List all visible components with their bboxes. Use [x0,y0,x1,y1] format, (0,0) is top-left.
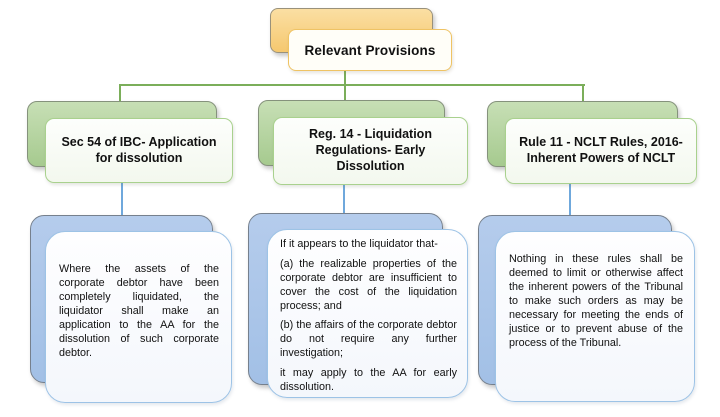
header-node-reg14 [273,117,468,185]
body-paragraph: Nothing in these rules shall be deemed to limit or otherwise affect the inherent powers of the Tribunal to make such orders as may be necessary for meeting the ends of justice or to prevent abuse of the process of the Tribunal. [509,253,683,350]
body-paragraph: Where the assets of the corporate debtor have been completely liquidated, the liquidator shall make an application to the AA for the dissolution of such corporate debtor. [59,263,219,360]
root-node-label: Relevant Provisions [304,42,436,58]
body-node-rule11 [495,231,695,402]
connector-branch-horizontal [119,84,585,86]
body-node-reg14 [267,229,468,398]
body-text-rule11 [496,232,694,350]
header-label-sec54: Sec 54 of IBC- Application for dissolution [61,134,217,165]
connector-header-body-left [121,180,123,216]
root-node [288,29,452,71]
connector-drop-right [582,84,584,102]
header-label-rule11: Rule 11 - NCLT Rules, 2016- Inherent Powers of NCLT [519,135,683,165]
connector-header-body-right [569,181,571,216]
header-node-rule11 [505,118,697,184]
body-paragraph: (b) the affairs of the corporate debtor do not require any further investigation; [280,319,457,360]
connector-drop-left [119,84,121,102]
header-label-reg14: Reg. 14 - Liquidation Regulations- Early Dissolution [309,127,432,173]
body-text-sec54 [46,232,231,360]
header-node-sec54 [45,118,233,183]
body-node-sec54 [45,231,232,403]
body-paragraph: (a) the realizable properties of the corporate debtor are insufficient to cover the cost of the liquidation process; and [280,257,457,312]
body-paragraph: it may apply to the AA for early dissolution. [280,366,457,393]
connector-header-body-center [343,182,345,215]
body-text-reg14 [268,230,467,394]
body-paragraph: If it appears to the liquidator that- [280,238,438,250]
